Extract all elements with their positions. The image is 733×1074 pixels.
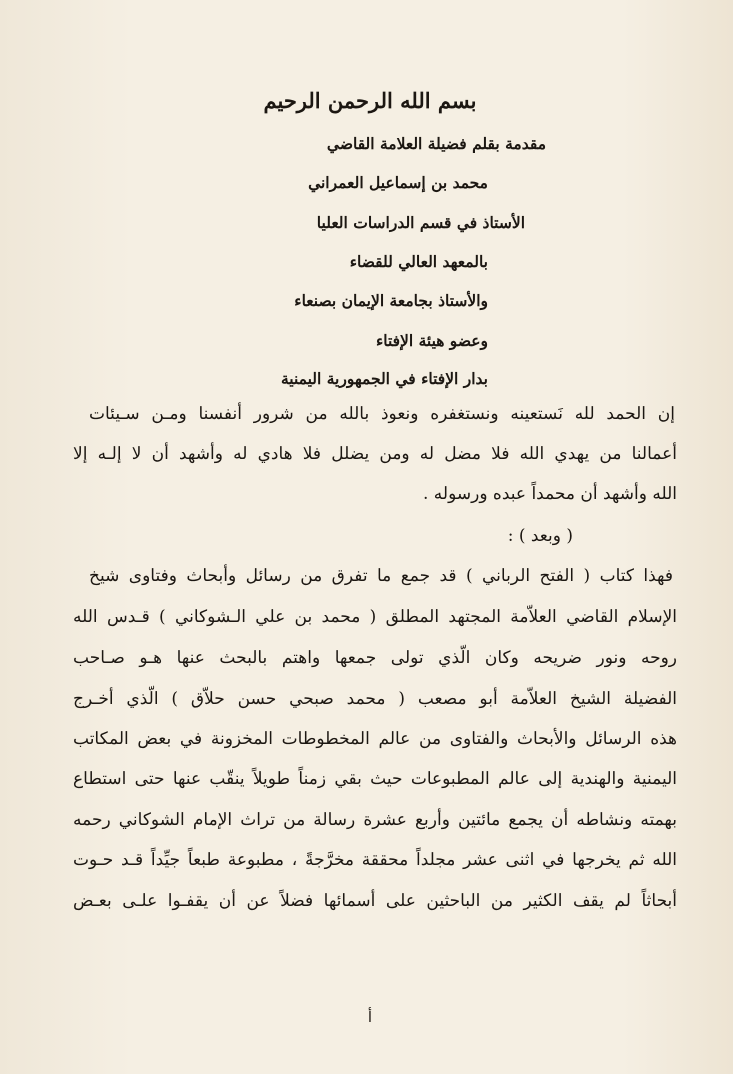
byline-line-5: والأستاذ بجامعة الإيمان بصنعاء xyxy=(294,291,488,310)
body-line-4: ( وبعد ) : xyxy=(507,526,573,546)
body-line-3: الله وأشهد أن محمداً عبده ورسوله . xyxy=(422,484,677,504)
basmala-heading: بسم الله الرحمن الرحيم xyxy=(263,88,477,113)
body-line-7: روحه ونور ضريحه وكان الّذي تولى جمعها واهتم بالبحث عنها هـو صـاحب xyxy=(73,648,677,668)
body-line-2: أعمالنا من يهدي الله فلا مضل له ومن يضلل فلا هادي له وأشهد أن لا إلـه إلا xyxy=(73,444,677,464)
body-line-1: إن الحمد لله نَستعينه ونستغفره ونعوذ بالله من شرور أنفسنا ومـن سـيئات xyxy=(89,404,675,424)
body-line-13: أبحاثاً لم يقف الكثير من الباحثين على أسمائها فضلاً عن أن يقفـوا علـى بعـض xyxy=(73,891,677,911)
body-line-10: اليمنية والهندية إلى عالم المطبوعات حيث بقي زمناً طويلاً ينقّب عنها حتى استطاع xyxy=(73,769,677,789)
body-line-9: هذه الرسائل والأبحاث والفتاوى من عالم المخطوطات المخزونة في بعض المكاتب xyxy=(73,729,677,749)
byline-line-2: محمد بن إسماعيل العمراني xyxy=(308,173,488,192)
body-line-5: فهذا كتاب ( الفتح الرباني ) قد جمع ما تفرق من رسائل وأبحاث وفتاوى شيخ xyxy=(89,566,673,586)
byline-line-6: وعضو هيئة الإفتاء xyxy=(375,331,488,350)
byline-line-3: الأستاذ في قسم الدراسات العليا xyxy=(316,213,525,232)
body-line-12: الله ثم يخرجها في اثنى عشر مجلداً محققة مخرَّجةً ، مطبوعة طبعاً جيِّداً قـد حـوت xyxy=(73,850,677,870)
byline-line-1: مقدمة بقلم فضيلة العلامة القاضي xyxy=(326,134,546,153)
body-line-8: الفضيلة الشيخ العلاّمة أبو مصعب ( محمد صبحي حسن حلاّق ) الّذي أخـرج xyxy=(73,689,677,709)
byline-line-7: بدار الإفتاء في الجمهورية اليمنية xyxy=(281,369,488,388)
byline-line-4: بالمعهد العالي للقضاء xyxy=(349,252,488,271)
body-line-6: الإسلام القاضي العلاّمة المجتهد المطلق ( محمد بن علي الـشوكاني ) قـدس الله xyxy=(73,607,677,627)
body-line-11: بهمته ونشاطه أن يجمع مائتين وأربع عشرة رسالة من تراث الإمام الشوكاني رحمه xyxy=(73,810,677,830)
page-number: أ xyxy=(367,1008,373,1026)
